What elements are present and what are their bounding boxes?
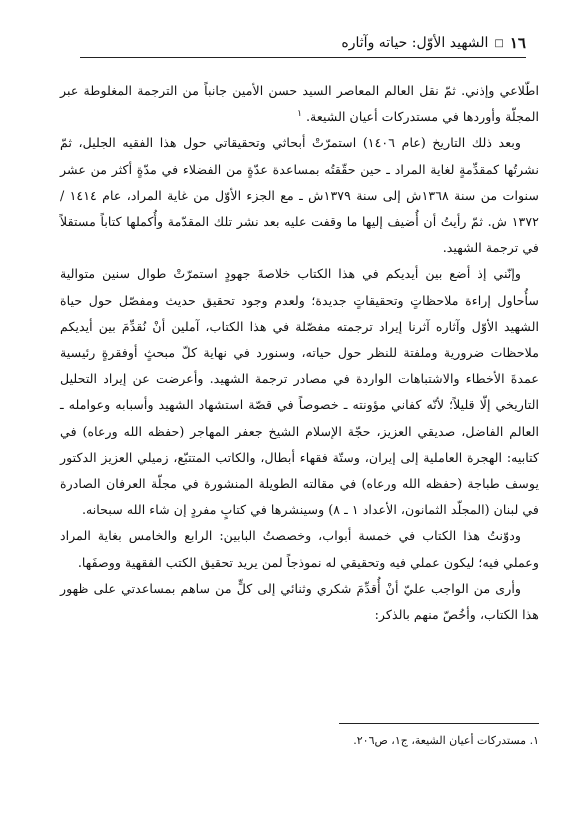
paragraph-text: اطّلاعي وإذني. ثمّ نقل العالم المعاصر السيد حسن الأمين جانباً من الترجمة المغلوطة عبر المجلّة وأوردها في مستدركات أعيان الشيعة.	[60, 83, 539, 125]
page-header	[80, 22, 526, 52]
paragraph	[60, 78, 539, 130]
paragraph: وإنّني إذ أضع بين أيديكم في هذا الكتاب خلاصةَ جهودٍ استمرّتْ طوال سنين متوالية سأُحاول إراءة ملاحظاتٍ وتحقيقاتٍ جديدة؛ ولعدم وجود تحقيق حديث ومفصّل حول حياة الشهيد الأوّل وآثاره آثرنا إيراد ترجمته مفصّلة في هذا الكتاب، آملين أنْ نُقدِّمَ بين أيديكم ملاحظات ضرورية وملفتة للنظر حول حياته، وسنورد في نهاية كلّ مبحثٍ أوفقرةٍ رئيسية عمدةَ الأخطاء والاشتباهات الواردة في مصادر ترجمة الشهيد. وأعرضت عن إيراد التحليل التاريخي إلّا قليلاً؛ لأنّه كفاني مؤونته ـ خصوصاً في قصّة استشهاد الشهيد وأسبابه وعوامله ـ العالم الفاضل، صديقي العزيز، حجّة الإسلام الشيخ جعفر المهاجر (حفظه الله ورعاه) في كتابيه: الهجرة العاملية إلى إيران، وستّة فقهاء أبطال، والكاتب المتتبّع، زميلي العزيز الدكتور يوسف طباجة (حفظه الله ورعاه) في مقالته الطويلة المنشورة في مجلّة العرفان الصادرة في لبنان (المجلّد الثمانون، الأعداد ١ ـ ٨) وسينشرها في كتابٍ مفردٍ إن شاء الله سبحانه.	[60, 266, 539, 518]
footnote: ١. مستدركات أعيان الشيعة، ج١، ص٢٠٦.	[353, 734, 539, 747]
header-rule	[80, 57, 526, 58]
main-text	[60, 78, 539, 628]
footnote-marker: ١	[297, 108, 302, 119]
page-number: ١٦	[509, 34, 526, 52]
running-title: الشهيد الأوّل: حياته وآثاره	[341, 35, 489, 51]
header-separator: □	[494, 37, 504, 49]
paragraph: وأرى من الواجب عليّ أنْ أُقدِّمَ شكري وثنائي إلى كلٍّ من ساهم بمساعدتي على ظهور هذا الكتاب، وأخُصّ منهم بالذكر:	[60, 580, 539, 623]
paragraph: وبعد ذلك التاريخ (عام ١٤٠٦) استمرّتْ أبحاثي وتحقيقاتي حول هذا الفقيه الجليل، ثمّ نشرتُها كمقدِّمةٍ لغاية المراد ـ حين حقّقتُه بمساعدة عدّةٍ من الفضلاء في مدّةٍ أكثر من عشر سنوات من سنة ١٣٦٨ش إلى سنة ١٣٧٩ش ـ مع الجزء الأوّل من غاية المراد، عام ١٤١٤ / ١٣٧٢ ش. ثمّ رأيتُ أن أُضيف إليها ما وقفت عليه بعد نشر تلك المقدّمة وأُكملها كتاباً مستقلاً في ترجمة الشهيد.	[60, 135, 539, 256]
paragraph: ودوّنتُ هذا الكتاب في خمسة أبواب، وخصصتُ البابين: الرابع والخامس بغاية المراد وعملي فيه؛ ليكون عملي فيه وتحقيقي له نموذجاً لمن يريد تحقيق الكتب الفقهية ووصفَها.	[60, 528, 539, 570]
running-head	[341, 34, 526, 52]
footnote-rule	[339, 723, 539, 724]
